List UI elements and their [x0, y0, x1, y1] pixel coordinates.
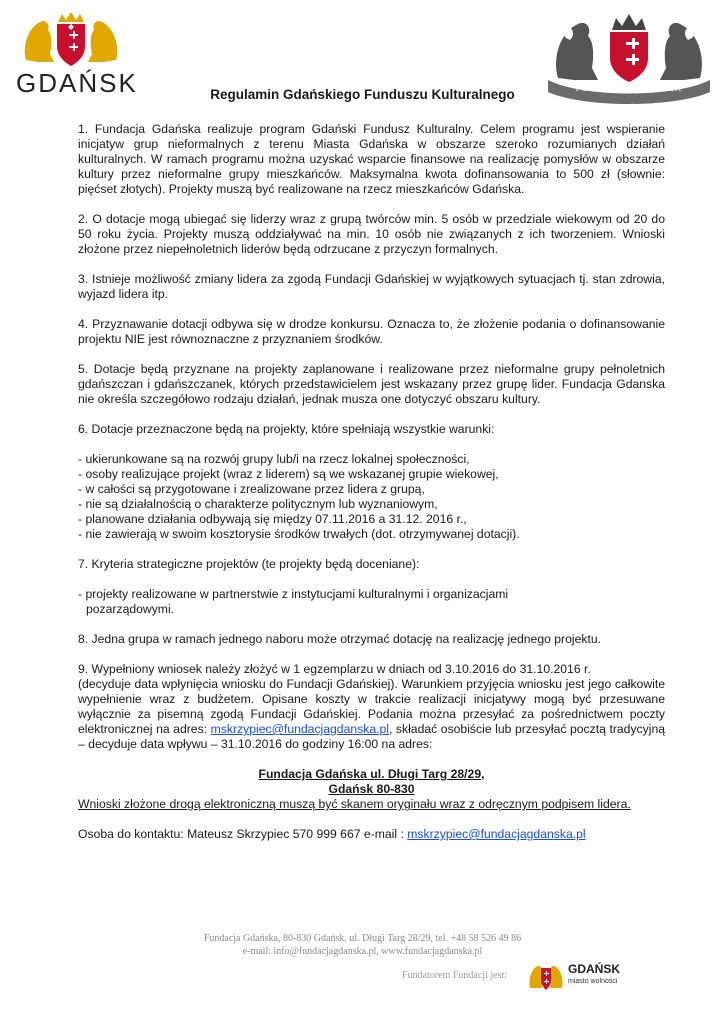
paragraph-8: 8. Jedna grupa w ramach jednego naboru może otrzymać dotację na realizację jednego projektu.: [78, 632, 602, 646]
list-item: - projekty realizowane w partnerstwie z instytucjami kulturalnymi i organizacjami: [78, 587, 509, 601]
gdansk-crest-icon: [18, 10, 124, 68]
gdansk-founder-logo: [528, 960, 628, 994]
founder-logo-word: GDAŃSK: [568, 962, 621, 976]
address-line-2: Gdańsk 80-830: [328, 782, 415, 796]
paragraph-4: 4. Przyznawanie dotacji odbywa się w drodze konkursu. Oznacza to, że złożenie podania o dofinansowanie projektu NIE jest równoznaczne z przyznaniem środków.: [78, 317, 665, 346]
footer-address: Fundacja Gdańska, 80-830 Gdańsk. ul. Długi Targ 28/29, tel. +48 58 526 49 86: [203, 933, 522, 944]
list-item: - planowane działania odbywają się między 07.11.2016 a 31.12. 2016 r.,: [78, 512, 467, 526]
founder-label: Fundatorem Fundacji jest:: [402, 970, 507, 981]
address-line-1: Fundacja Gdańska ul. Długi Targ 28/29,: [258, 767, 485, 781]
paragraph-9-text: (decyduje data wpłynięcia wniosku do Fundacji Gdańskiej). Warunkiem przyjęcia wniosku jest jego całkowite wypełnienie wraz z budżetem. Opisane koszty w trakcie realizacji inicjatywy mogą być przesuwane wyłącznie za pisemną zgodą Fundacji Gdańskiej. Podania można przesyłać za pośrednictwem poczty elektronicznej na adres:: [78, 677, 665, 736]
fundacja-ribbon-text: FUNDACJA GDAŃSKA: [575, 83, 683, 93]
list-item: - osoby realizujące projekt (wraz z liderem) są we wskazanej grupie wiekowej,: [78, 467, 499, 481]
email-link[interactable]: mskrzypiec@fundacjagdanska.pl: [210, 722, 389, 736]
contact-email-link[interactable]: mskrzypiec@fundacjagdanska.pl: [407, 827, 586, 841]
contact-text: Osoba do kontaktu: Mateusz Skrzypiec 570 999 667 e-mail :: [78, 827, 408, 841]
gdansk-small-crest-icon: [528, 960, 564, 992]
list-item-continuation: pozarządowymi.: [86, 602, 175, 616]
paragraph-1: 1. Fundacja Gdańska realizuje program Gdański Fundusz Kulturalny. Celem programu jest wspieranie inicjatyw grup nieformalnych z terenu Miasta Gdańska w obszarze szeroko rozumianych działań kulturalnych. W ramach programu można uzyskać wsparcie finansowe na realizację pomysłów w obszarze kultury przez nieformalne grupy mieszkańców. Maksymalna kwota dofinansowania to 500 zł (słownie: pięćset złotych). Projekty muszą być realizowane na rzecz mieszkańców Gdańska.: [78, 122, 665, 196]
paragraph-3: 3. Istnieje możliwość zmiany lidera za zgodą Fundacji Gdańskiej w wyjątkowych sytuacjach tj. stan zdrowia, wyjazd lidera itp.: [78, 272, 665, 301]
paragraph-2: 2. O dotacje mogą ubiegać się liderzy wraz z grupą twórców min. 5 osób w przedziale wiekowym od 20 do 50 roku życia. Projekty muszą oddziaływać na min. 10 osób nie związanych z ich tworzeniem. Wnioski złożone przez niepełnoletnich liderów będą odrzucane z przyczyn formalnych.: [78, 212, 665, 256]
list-item: - w całości są przygotowane i zrealizowane przez lidera z grupą,: [78, 482, 425, 496]
founder-logo-subtitle: miasto wolności: [568, 978, 618, 985]
paragraph-9: [78, 662, 665, 752]
paragraph-9-text-end: , składać osobiście lub przesyłać pocztą tradycyjną – decyduje data wpływu – 31.10.2016 do godziny 16:00 na adres:: [78, 722, 666, 751]
conditions-list: [78, 452, 665, 542]
document-body: [78, 122, 665, 857]
paragraph-7: 7. Kryteria strategiczne projektów (te projekty będą doceniane):: [78, 557, 420, 571]
paragraph-5: 5. Dotacje będą przyznane na projekty zaplanowane i realizowane przez nieformalne grupy pełnoletnich gdańszczan i gdańszczanek, których przedstawicielem jest wskazany przez grupę lider. Fundacja Gdanska nie określa szczegółowo rodzaju działań, jednak musza one dotyczyć obszaru kultury.: [78, 362, 665, 406]
footer-contact: e-mail: info@fundacjagdanska.pl, www.fundacjagdanska.pl: [242, 946, 483, 957]
paragraph-6: 6. Dotacje przeznaczone będą na projekty, które spełniają wszystkie warunki:: [78, 422, 495, 436]
paragraph-9-first-line: 9. Wypełniony wniosek należy złożyć w 1 egzemplarzu w dniach od 3.10.2016 do 31.10.2016 r.: [78, 662, 591, 676]
contact-line: [78, 827, 665, 842]
document-title: Regulamin Gdańskiego Funduszu Kulturalnego: [210, 87, 515, 102]
criteria-list: [78, 587, 665, 617]
gdansk-wordmark: GDAŃSK: [16, 68, 138, 98]
list-item: - ukierunkowane są na rozwój grupy lub/i na rzecz lokalnej społeczności,: [78, 452, 470, 466]
list-item: - nie zawierają w swoim kosztorysie środków trwałych (dot. otrzymywanej dotacji).: [78, 527, 520, 541]
page-footer: [0, 932, 725, 958]
list-item: - nie są działalnością o charakterze politycznym lub wyznaniowym,: [78, 497, 438, 511]
electronic-submission-note: Wnioski złożone drogą elektroniczną muszą być skanem oryginału wraz z odręcznym podpisem lidera.: [78, 797, 631, 811]
